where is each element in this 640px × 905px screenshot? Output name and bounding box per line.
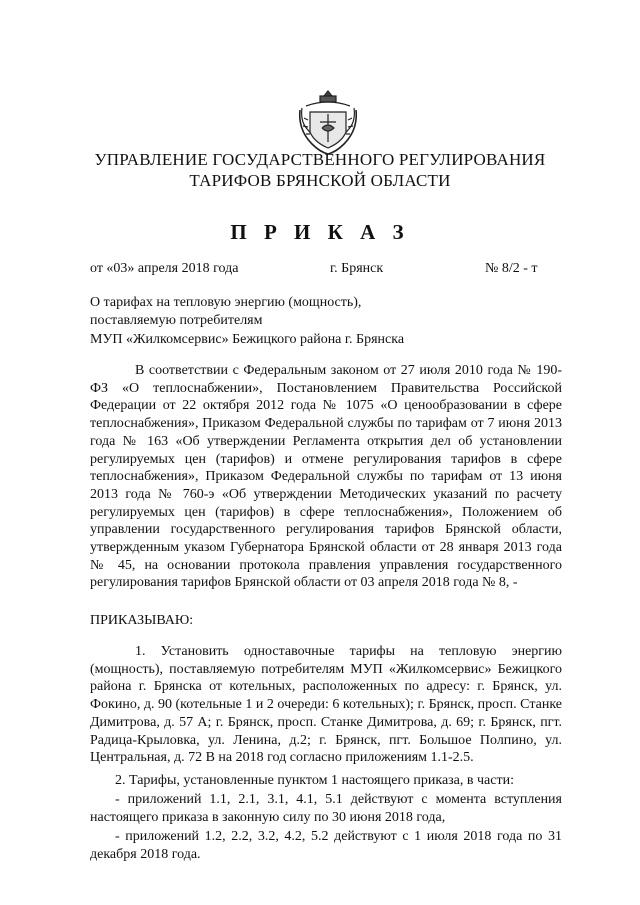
organization-name-line1: УПРАВЛЕНИЕ ГОСУДАРСТВЕННОГО РЕГУЛИРОВАНИЯ	[94, 150, 546, 169]
document-title: П Р И К А З	[230, 220, 410, 244]
item-2a-paragraph: - приложений 1.1, 2.1, 3.1, 4.1, 5.1 действуют с момента вступления настоящего приказа в законную силу по 30 июня 2018 года,	[90, 792, 562, 825]
order-word: ПРИКАЗЫВАЮ:	[90, 613, 194, 628]
order-number: № 8/2 - т	[485, 261, 538, 276]
item-2-paragraph: 2. Тарифы, установленные пунктом 1 настоящего приказа, в части:	[115, 773, 514, 788]
subject-line-3: МУП «Жилкомсервис» Бежицкого района г. Брянска	[90, 332, 405, 347]
order-date: от «03» апреля 2018 года	[90, 261, 239, 276]
item-1-paragraph: 1. Установить одноставочные тарифы на тепловую энергию (мощность), поставляемую потребителям МУП «Жилкомсервис» Бежицкого района г. Брянска от котельных, расположенных по адресу: г. Брянск, ул. Фокино, д. 90 (котельные 1 и 2 очереди: 6 котельных); г. Брянск, просп. Станке Димитрова, д. 57 А; г. Брянск, просп. Станке Димитрова, д. 69; г. Брянск, пгт. Радица-Крыловка, ул. Ленина, д.2; г. Брянск, пгт. Большое Полпино, ул. Центральная, д. 72 В на 2018 год согласно приложениям 1.1-2.5.	[90, 644, 562, 766]
item-2b-paragraph: - приложений 1.2, 2.2, 3.2, 4.2, 5.2 действуют с 1 июля 2018 года по 31 декабря 2018 года.	[90, 829, 562, 862]
subject-line-1: О тарифах на тепловую энергию (мощность),	[90, 295, 362, 310]
subject-line-2: поставляемую потребителям	[90, 313, 263, 328]
order-city: г. Брянск	[330, 261, 384, 276]
coat-of-arms-icon	[296, 88, 360, 158]
organization-name-line2: ТАРИФОВ БРЯНСКОЙ ОБЛАСТИ	[189, 171, 451, 190]
preamble-paragraph: В соответствии с Федеральным законом от 27 июля 2010 года № 190-ФЗ «О теплоснабжении», Постановлением Правительства Российской Федерации от 22 октября 2012 года № 1075 «О ценообразовании в сфере теплоснабжения», Приказом Федеральной службы по тарифам от 7 июня 2013 года № 163 «Об утверждении Регламента открытия дел об установлении регулируемых цен (тарифов) и отмене регулирования тарифов в сфере теплоснабжения», Приказом Федеральной службы по тарифам от 13 июня 2013 года № 760-э «Об утверждении Методических указаний по расчету регулируемых цен (тарифов) в сфере теплоснабжения», Положением об управлении государственного регулирования тарифов Брянской области, утвержденным указом Губернатора Брянской области от 28 января 2013 года № 45, на основании протокола правления управления государственного регулирования тарифов Брянской области от 03 апреля 2018 года № 8, -	[90, 363, 562, 591]
